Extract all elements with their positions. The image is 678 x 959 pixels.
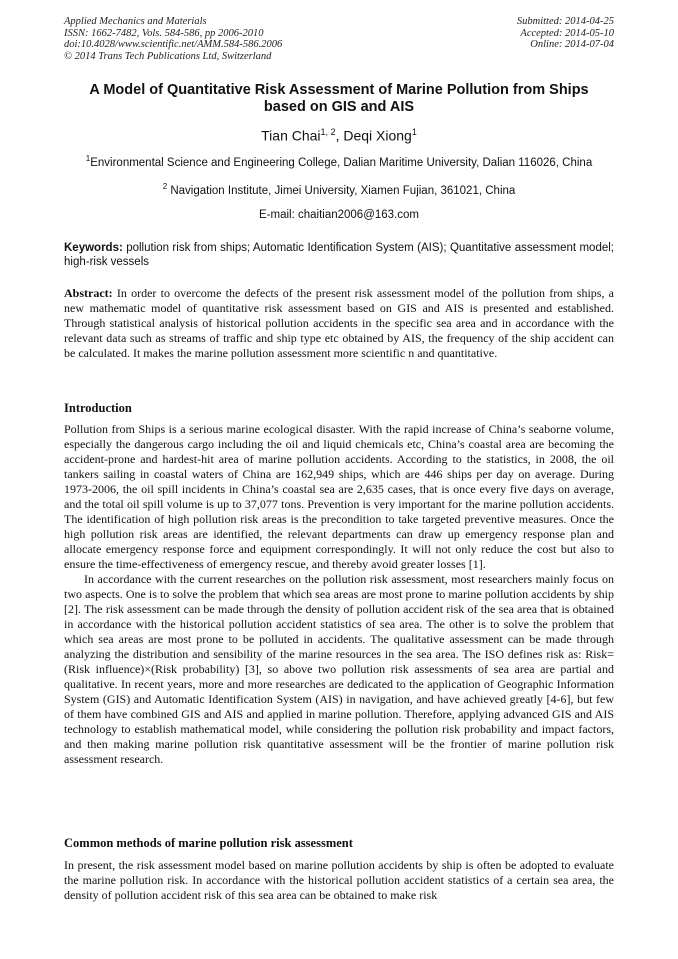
section-heading-introduction: Introduction xyxy=(64,401,132,415)
doi-line: doi:10.4028/www.scientific.net/AMM.584-586.2006 xyxy=(64,39,283,51)
keywords-text: pollution risk from ships; Automatic Identification System (AIS); Quantitative assessment model; high-risk vessels xyxy=(64,242,614,268)
introduction-body xyxy=(64,422,614,767)
paper-title xyxy=(40,82,638,116)
author-affiliation-mark: 1, 2 xyxy=(320,127,336,137)
accepted-date: Accepted: 2014-05-10 xyxy=(520,27,614,39)
section-heading-methods: Common methods of marine pollution risk assessment xyxy=(64,836,353,850)
dates-header xyxy=(517,16,614,51)
abstract-label: Abstract: xyxy=(64,286,113,300)
title-line-2: based on GIS and AIS xyxy=(263,99,415,115)
methods-body xyxy=(64,858,614,903)
journal-name: Applied Mechanics and Materials xyxy=(64,16,207,27)
author-separator: , xyxy=(335,127,344,144)
journal-header xyxy=(64,16,282,62)
affiliation-1 xyxy=(40,152,638,170)
affiliation-mark: 2 xyxy=(162,182,168,191)
author-name: Tian Chai xyxy=(261,127,321,144)
paragraph: In present, the risk assessment model based on marine pollution accidents by ship is often be adopted to evaluate the marine pollution risk. In accordance with the historical pollution accident statistics of a certain sea area, the density of pollution accident risk of this sea area can be obtained to make risk xyxy=(64,858,614,902)
abstract-text: In order to overcome the defects of the present risk assessment model of the pollution from ships, a new mathematic model of quantitative risk assessment based on GIS and AIS is presented and established. Through statistical analysis of historical pollution accidents in the specific sea area and in accordance with the relevant data such as streams of traffic and ship type etc obtained by AIS, the frequency of the ship accident can be calculated. It makes the marine pollution assessment more scientific n and quantitative. xyxy=(64,286,614,360)
keywords xyxy=(64,241,614,269)
affiliation-text: Navigation Institute, Jimei University, Xiamen Fujian, 361021, China xyxy=(167,184,516,197)
keywords-label: Keywords: xyxy=(64,242,123,254)
paragraph: Pollution from Ships is a serious marine ecological disaster. With the rapid increase of China’s seaborne volume, especially the dangerous cargo including the oil and liquid chemicals etc, China’s coastal area are becoming the accident-prone and hardest-hit area of marine pollution accidents. According to the statistics, in 2008, the oil tankers sailing in coastal waters of China are 162,949 ships, which are 446 ships per day on average. During 1973-2006, the oil spill incidents in China’s coastal sea are 2,635 cases, that is once every five days on average, and the total oil spill volume is up to 37,077 tons. Prevention is very important for the marine pollution accidents. The identification of high pollution risk areas is the precondition to take targeted preventive measures. Once the high pollution risk areas are identified, the relevant departments can draw up emergency response plan and allocate emergency response force and equipment correspondingly. It will not only reduce the cost but also to ensure the time-effectiveness of emergency rescue, and thereby avoid greater losses [1]. xyxy=(64,422,614,571)
author-name: Deqi Xiong xyxy=(343,127,412,144)
paragraph: In accordance with the current researches on the pollution risk assessment, most researchers mainly focus on two aspects. One is to solve the problem that which sea areas are most prone to marine pollution accidents by ship [2]. The risk assessment can be made through the density of pollution accident risk of the sea area that is obtained in accordance with the historical pollution accident statistics of sea area. The other is to solve the problem that which sea areas are most prone to be polluted in accidents. The qualitative assessment can be made through analyzing the distribution and sensibility of the marine resources in the sea area. The ISO defines risk as: Risk=(Risk influence)×(Risk probability) [3], so above two pollution risk assessments of sea area are partial and qualitative. In recent years, more and more researches are dedicated to the application of Geographic Information System (GIS) and Automatic Identification System (AIS) in navigation, and have achieved greatly [4-6], but few of them have combined GIS and AIS and applied in marine pollution. Therefore, applying advanced GIS and AIS technology to establish mathematical model, while considering the pollution risk probability and impact factors, and then making marine pollution risk quantitative assessment will be the frontier of marine pollution risk assessment research. xyxy=(64,572,614,766)
submitted-date: Submitted: 2014-04-25 xyxy=(516,16,614,27)
copyright-line: © 2014 Trans Tech Publications Ltd, Switzerland xyxy=(64,50,272,62)
author-affiliation-mark: 1 xyxy=(411,127,417,137)
affiliation-2 xyxy=(40,180,638,198)
affiliation-mark: 1 xyxy=(85,154,91,163)
online-date: Online: 2014-07-04 xyxy=(530,39,614,51)
abstract xyxy=(64,286,614,361)
issn-line: ISSN: 1662-7482, Vols. 584-586, pp 2006-2010 xyxy=(64,27,264,39)
author-email: E-mail: chaitian2006@163.com xyxy=(259,209,419,221)
title-line-1: A Model of Quantitative Risk Assessment of Marine Pollution from Ships xyxy=(89,82,589,98)
author-list xyxy=(0,124,678,145)
affiliation-text: Environmental Science and Engineering College, Dalian Maritime University, Dalian 116026, China xyxy=(90,156,593,169)
